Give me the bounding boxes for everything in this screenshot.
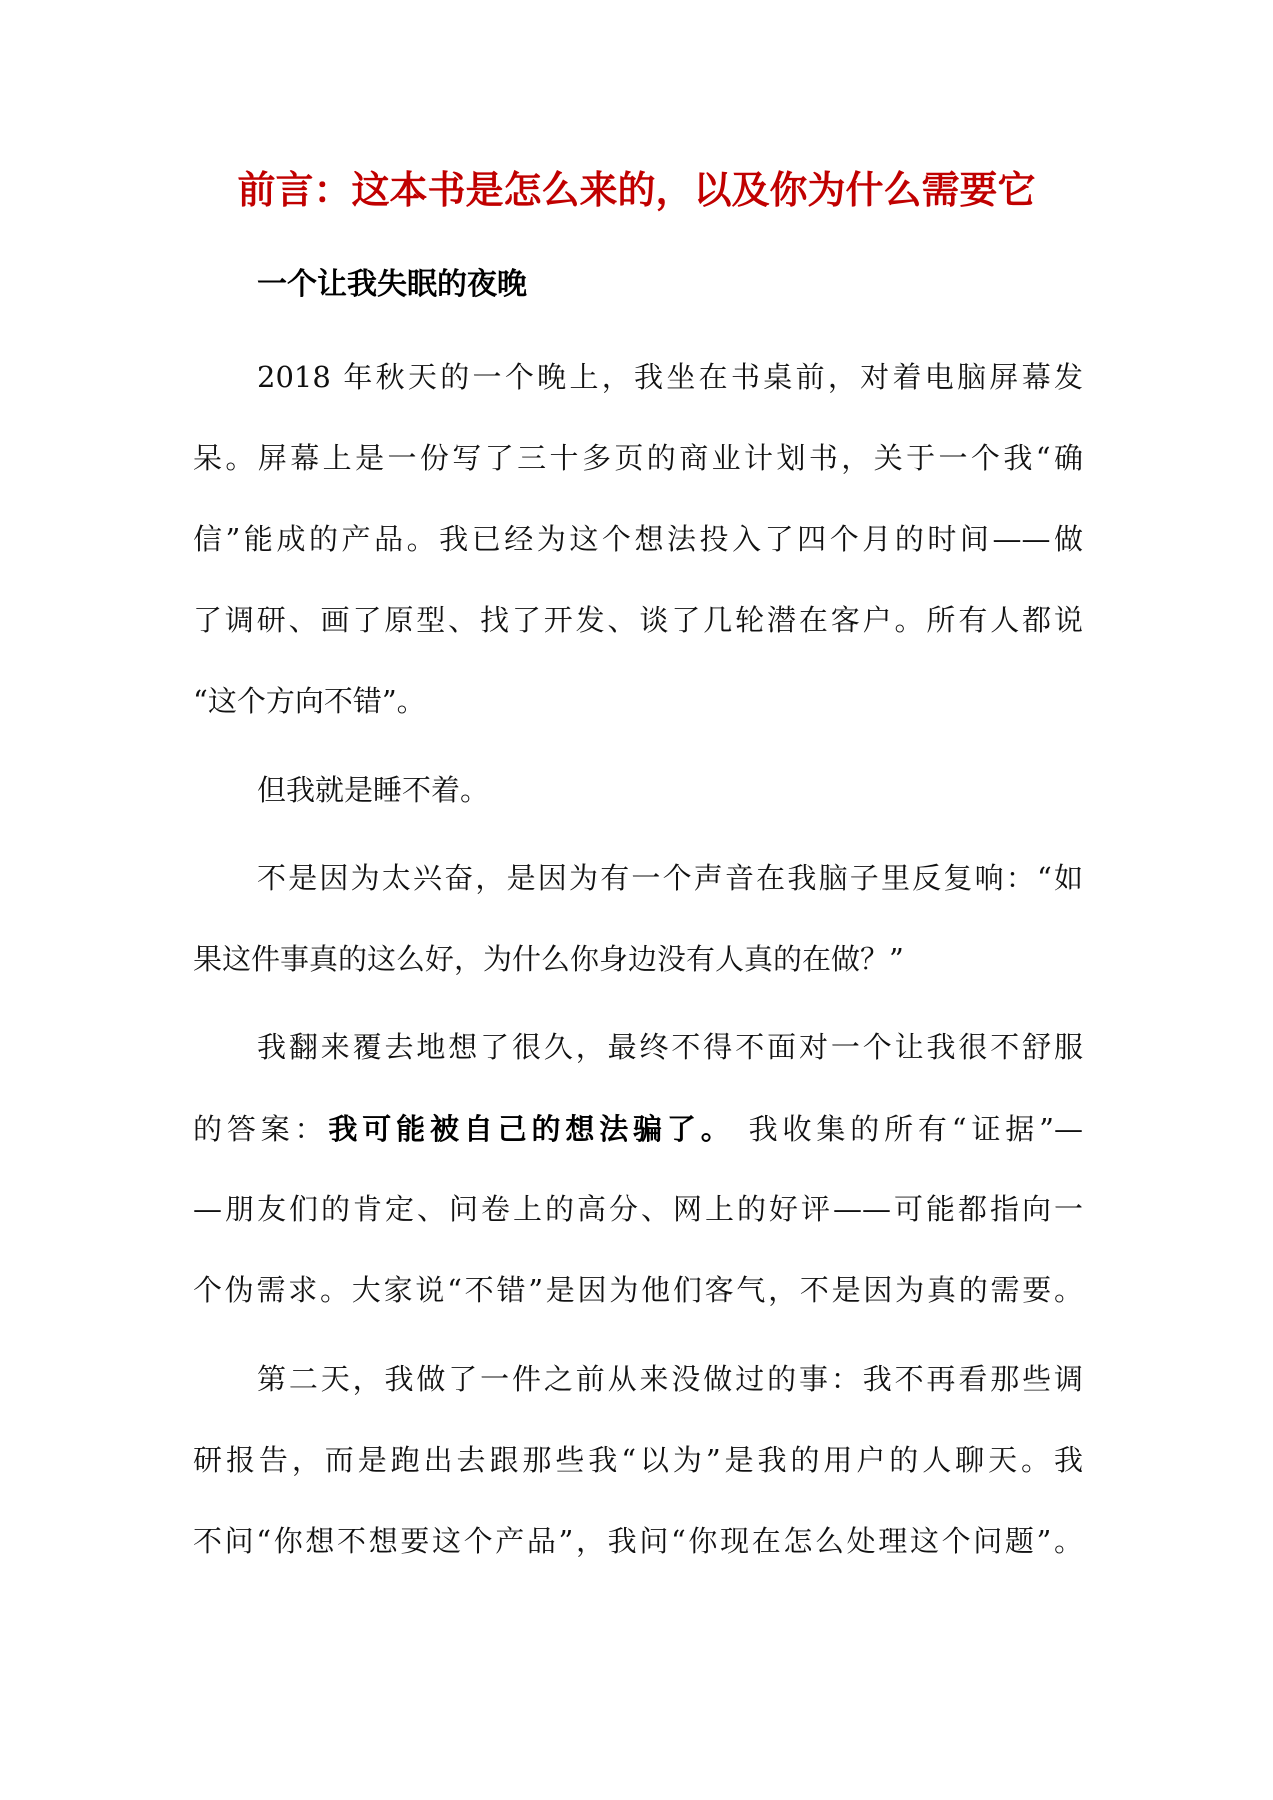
paragraph-1-line-1: 2018 年秋天的一个晚上，我坐在书桌前，对着电脑屏幕发 (257, 360, 1083, 394)
paragraph-4-line-2 (193, 1104, 1083, 1154)
paragraph-4-line-2-pre: 的答案： (193, 1112, 329, 1146)
paragraph-4-line-1: 我翻来覆去地想了很久，最终不得不面对一个让我很不舒服 (257, 1030, 1083, 1064)
paragraph-4-line-3: —朋友们的肯定、问卷上的高分、网上的好评——可能都指向一 (193, 1192, 1083, 1226)
section-heading: 一个让我失眠的夜晚 (257, 267, 527, 302)
paragraph-1-line-2: 呆。屏幕上是一份写了三十多页的商业计划书，关于一个我“确 (193, 441, 1083, 475)
paragraph-3-line-2: 果这件事真的这么好，为什么你身边没有人真的在做？” (193, 942, 904, 976)
page-title: 前言：这本书是怎么来的，以及你为什么需要它 (237, 167, 1036, 212)
paragraph-1-line-4: 了调研、画了原型、找了开发、谈了几轮潜在客户。所有人都说 (193, 603, 1083, 637)
paragraph-2-line-1: 但我就是睡不着。 (257, 773, 490, 807)
emphasis-text: 我可能被自己的想法骗了。 (328, 1112, 735, 1146)
paragraph-3-line-1: 不是因为太兴奋，是因为有一个声音在我脑子里反复响：“如 (257, 861, 1083, 895)
paragraph-1-line-3: 信”能成的产品。我已经为这个想法投入了四个月的时间——做 (193, 522, 1083, 556)
paragraph-4-line-2-post: 我收集的所有“证据”— (734, 1112, 1083, 1146)
paragraph-5-line-3: 不问“你想不想要这个产品”，我问“你现在怎么处理这个问题”。 (193, 1524, 1083, 1558)
paragraph-5-line-1: 第二天，我做了一件之前从来没做过的事：我不再看那些调 (257, 1362, 1083, 1396)
paragraph-1-line-5: “这个方向不错”。 (193, 684, 426, 718)
paragraph-4-line-4: 个伪需求。大家说“不错”是因为他们客气，不是因为真的需要。 (193, 1273, 1083, 1307)
paragraph-5-line-2: 研报告，而是跑出去跟那些我“以为”是我的用户的人聊天。我 (193, 1443, 1083, 1477)
